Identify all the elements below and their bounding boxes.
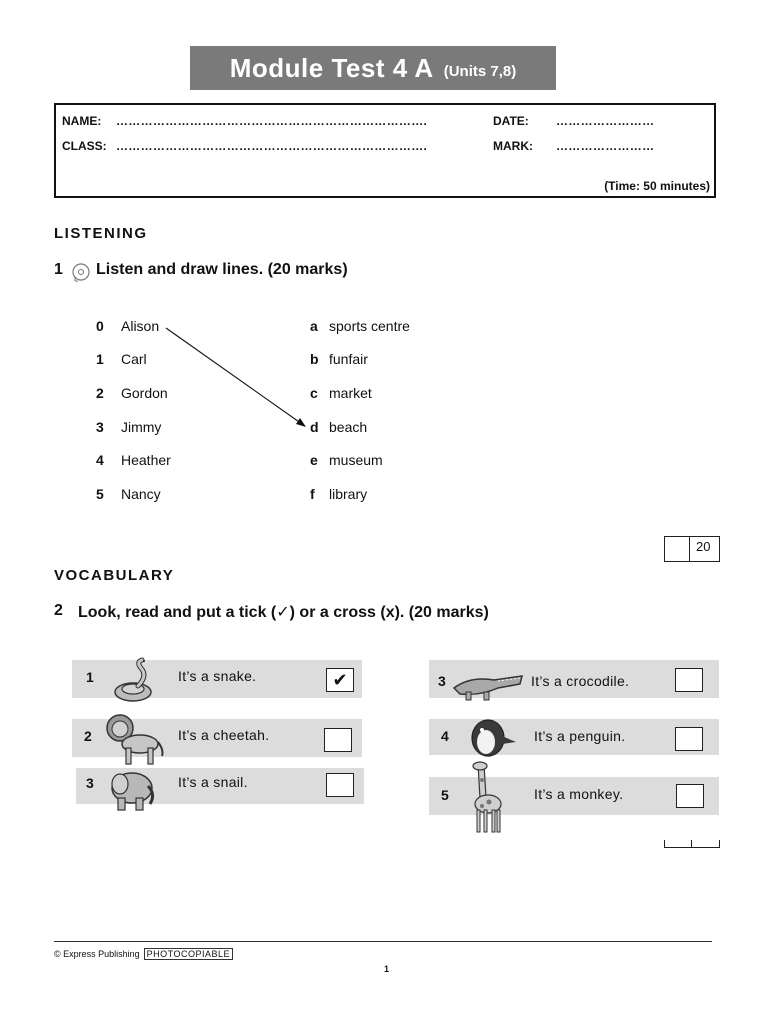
task-1-instruction: Listen and draw lines. (20 marks) xyxy=(96,261,348,278)
place-letter: f xyxy=(310,486,315,502)
name-item[interactable]: Heather xyxy=(121,452,171,468)
place-item[interactable]: beach xyxy=(329,419,368,435)
penguin-icon xyxy=(464,714,518,758)
name-item[interactable]: Nancy xyxy=(121,486,161,502)
place-item[interactable]: museum xyxy=(329,452,383,468)
place-item[interactable]: funfair xyxy=(329,351,368,367)
name-item[interactable]: Carl xyxy=(121,351,147,367)
answer-box[interactable] xyxy=(324,728,352,752)
photocopiable-badge: PHOTOCOPIABLE xyxy=(144,948,233,960)
answer-box[interactable] xyxy=(675,668,703,692)
title-banner xyxy=(190,46,556,90)
footer-divider xyxy=(54,941,712,942)
mark-label: MARK: xyxy=(493,139,533,153)
crocodile-icon xyxy=(450,664,524,704)
item-sentence: It’s a monkey. xyxy=(534,786,624,802)
date-label: DATE: xyxy=(493,114,529,128)
name-field[interactable]: …………………………………………………………………. xyxy=(116,114,428,128)
place-letter: d xyxy=(310,419,319,435)
date-field[interactable]: …………………… xyxy=(556,114,655,128)
page-number: 1 xyxy=(384,964,390,974)
example-match-line xyxy=(160,320,320,440)
name-item[interactable]: Jimmy xyxy=(121,419,162,435)
place-letter: a xyxy=(310,318,318,334)
item-sentence: It’s a cheetah. xyxy=(178,727,270,743)
name-number: 5 xyxy=(96,486,104,502)
cd-icon xyxy=(70,261,92,283)
name-number: 2 xyxy=(96,385,104,401)
item-sentence: It’s a penguin. xyxy=(534,728,626,744)
class-field[interactable]: …………………………………………………………………. xyxy=(116,139,428,153)
name-number: 0 xyxy=(96,318,104,334)
time-limit: (Time: 50 minutes) xyxy=(604,179,710,193)
task-1-number: 1 xyxy=(54,261,63,278)
page-title: Module Test 4 A xyxy=(229,52,434,83)
name-item[interactable]: Gordon xyxy=(121,385,168,401)
name-label: NAME: xyxy=(62,114,102,128)
name-number: 3 xyxy=(96,419,104,435)
elephant-icon xyxy=(104,766,158,812)
student-info-box xyxy=(54,103,716,198)
answer-box[interactable] xyxy=(326,773,354,797)
snake-icon xyxy=(108,656,158,706)
item-number: 3 xyxy=(86,775,94,791)
listening-score-box[interactable] xyxy=(664,536,720,562)
item-sentence: It’s a crocodile. xyxy=(531,673,630,689)
item-number: 1 xyxy=(86,669,94,685)
name-number: 4 xyxy=(96,452,104,468)
item-sentence: It’s a snake. xyxy=(178,668,257,684)
page-subtitle: (Units 7,8) xyxy=(443,62,517,80)
place-item[interactable]: market xyxy=(329,385,372,401)
name-number: 1 xyxy=(96,351,104,367)
giraffe-icon xyxy=(464,760,508,834)
place-letter: b xyxy=(310,351,319,367)
place-item[interactable]: library xyxy=(329,486,368,502)
answer-box[interactable] xyxy=(676,784,704,808)
listening-heading: LISTENING xyxy=(54,225,148,242)
answer-box[interactable]: ✔ xyxy=(326,668,354,692)
vocabulary-score-box[interactable] xyxy=(664,840,720,848)
task-2-number: 2 xyxy=(54,602,63,619)
name-item[interactable]: Alison xyxy=(121,318,160,334)
listening-score-total: 20 xyxy=(696,539,711,554)
item-sentence: It’s a snail. xyxy=(178,774,248,790)
lion-icon xyxy=(104,710,166,768)
place-letter: c xyxy=(310,385,318,401)
class-label: CLASS: xyxy=(62,139,107,153)
task-2-instruction: Look, read and put a tick (✓) or a cross (x). (20 marks) xyxy=(78,604,489,621)
item-number: 4 xyxy=(441,728,449,744)
answer-box[interactable] xyxy=(675,727,703,751)
mark-field[interactable]: …………………… xyxy=(556,139,655,153)
vocabulary-heading: VOCABULARY xyxy=(54,567,175,584)
publisher-credit: © Express Publishing xyxy=(54,949,140,959)
item-number: 3 xyxy=(438,673,446,689)
item-number: 5 xyxy=(441,787,449,803)
footer xyxy=(54,948,233,960)
place-letter: e xyxy=(310,452,318,468)
item-number: 2 xyxy=(84,728,92,744)
place-item[interactable]: sports centre xyxy=(329,318,410,334)
